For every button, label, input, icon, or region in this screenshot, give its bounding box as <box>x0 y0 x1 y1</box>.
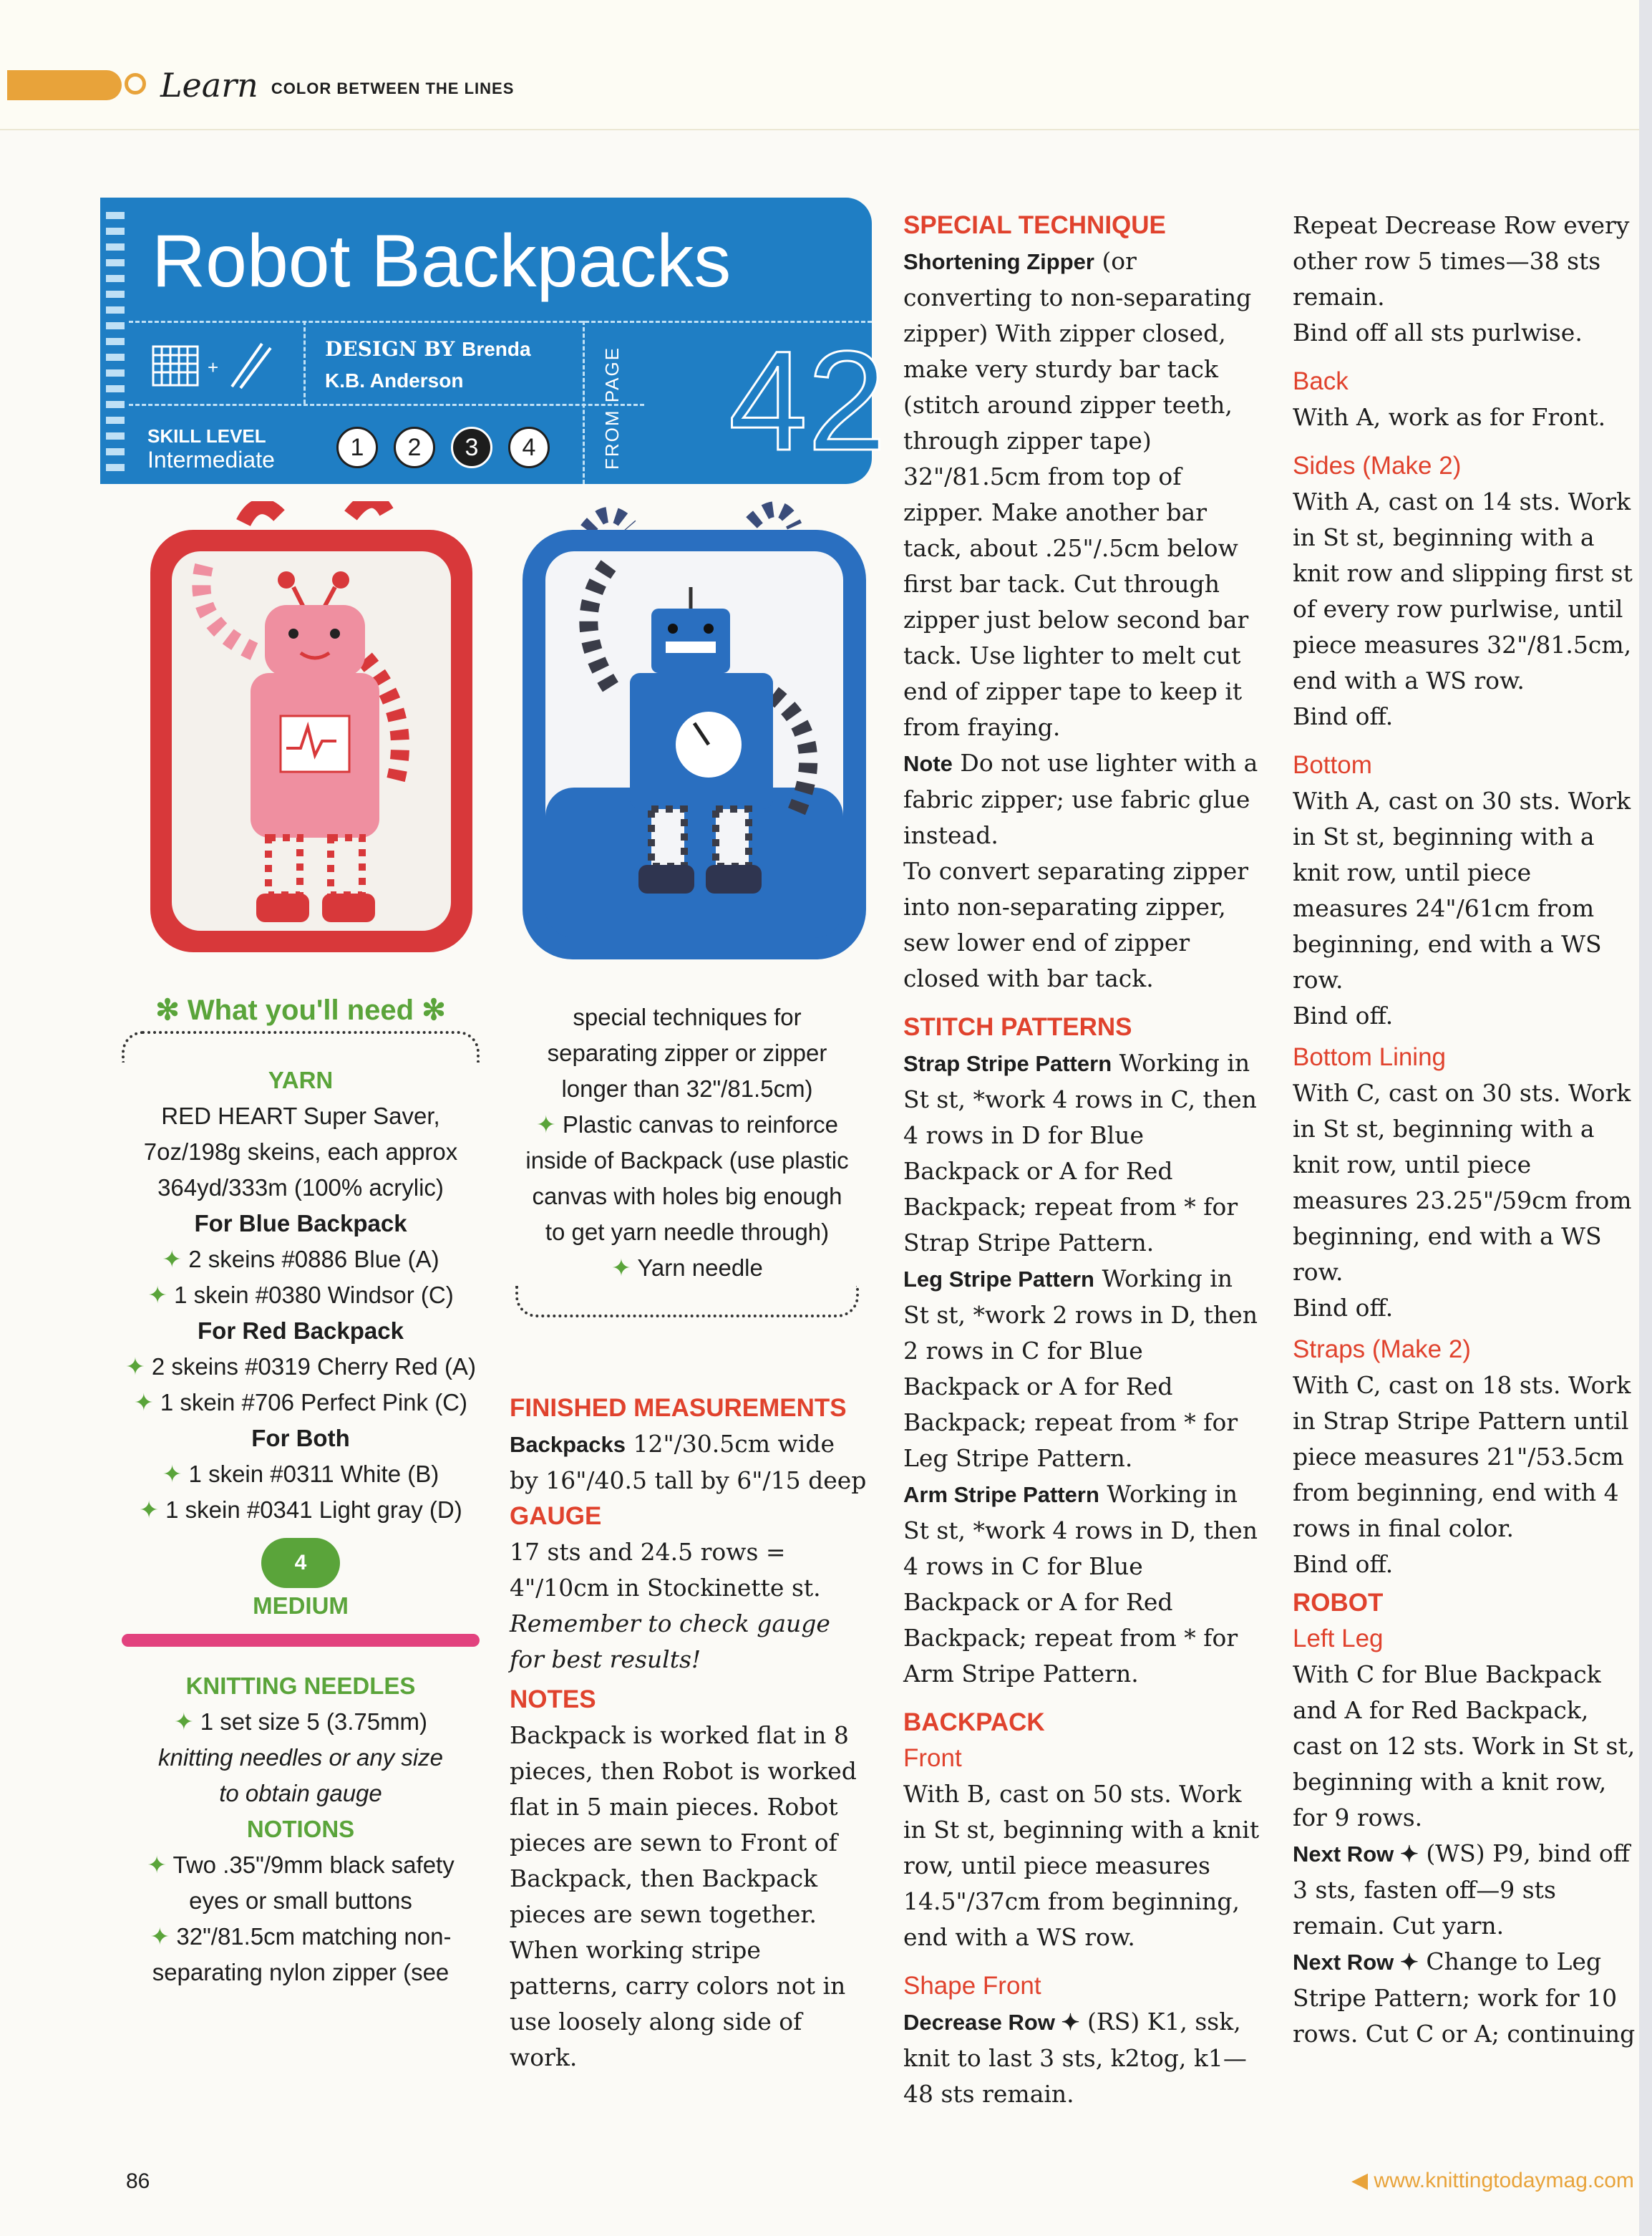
materials-continued <box>501 1000 873 1317</box>
materials-line: longer than 32"/81.5cm) <box>561 1075 813 1102</box>
next-row-body: Change to Leg Stripe Pattern; work for 10 rows. Cut C or A; continuing <box>1293 1947 1636 2048</box>
title-banner <box>100 198 887 484</box>
arrow-icon: ◀ <box>1351 2169 1374 2192</box>
section-title: COLOR BETWEEN THE LINES <box>271 79 515 97</box>
convert-zipper-text: To convert separating zipper into non-separating zipper, sew lower end of zipper closed with bar tack. <box>903 857 1248 992</box>
needles-line: to obtain gauge <box>219 1780 382 1806</box>
skill-level-2: 2 <box>394 427 435 468</box>
learn-label: Learn <box>160 66 258 105</box>
pattern-title: Robot Backpacks <box>152 220 732 303</box>
material-item: ✦ 1 skein #0311 White (B) <box>162 1461 439 1487</box>
both-heading: For Both <box>251 1425 350 1451</box>
next-row-body: (WS) P9, bind off 3 sts, fasten off—9 sts remain. Cut yarn. <box>1293 1839 1631 1940</box>
gauge-heading: GAUGE <box>510 1502 602 1530</box>
measurements-text: 12"/30.5cm wide by 16"/40.5 tall by 6"/15 deep <box>510 1430 867 1494</box>
leg-stripe-label: Leg Stripe Pattern <box>903 1267 1094 1292</box>
materials-list <box>107 992 494 1990</box>
bottom-bind-off: Bind off. <box>1293 1002 1394 1030</box>
banner-divider <box>129 404 644 406</box>
note-body: Do not use lighter with a fabric zipper; use fabric glue instead. <box>903 749 1258 849</box>
strap-stripe-text <box>903 1045 1261 1261</box>
material-item: ✦ 1 skein #0341 Light gray (D) <box>139 1496 462 1523</box>
material-text: 1 skein #0311 White (B) <box>188 1461 439 1487</box>
next-row-text <box>1293 1836 1643 1944</box>
website-url <box>1351 2168 1634 2193</box>
decrease-row-text <box>903 2004 1261 2112</box>
design-by-label: DESIGN BY <box>325 337 455 361</box>
back-subheading: Back <box>1293 367 1349 395</box>
material-item: ✦ 1 skein #0380 Windsor (C) <box>147 1282 454 1308</box>
material-text: Two .35"/9mm black safety <box>173 1852 455 1878</box>
material-text: Yarn needle <box>637 1254 763 1281</box>
material-text: 1 set size 5 (3.75mm) <box>200 1708 428 1735</box>
skill-level-label: SKILL LEVEL <box>147 425 266 447</box>
material-text: 1 skein #706 Perfect Pink (C) <box>160 1389 468 1415</box>
yarn-line: 364yd/333m (100% acrylic) <box>157 1174 444 1201</box>
materials-line: separating zipper or zipper <box>547 1040 827 1066</box>
svg-text:+: + <box>208 357 219 378</box>
arm-stripe-label: Arm Stripe Pattern <box>903 1482 1099 1507</box>
material-text: 1 skein #0380 Windsor (C) <box>174 1282 454 1308</box>
from-page-number: 42 <box>729 321 887 480</box>
dotted-bracket <box>515 1286 859 1317</box>
column-4 <box>1293 208 1643 2052</box>
materials-line: to get yarn needle through) <box>545 1219 830 1245</box>
material-item: ✦ 1 set size 5 (3.75mm) <box>173 1708 428 1735</box>
notions-line: eyes or small buttons <box>189 1887 412 1914</box>
bottom-lining-bind-off: Bind off. <box>1293 1294 1394 1322</box>
material-text: 2 skeins #0319 Cherry Red (A) <box>151 1353 476 1380</box>
special-technique-heading: SPECIAL TECHNIQUE <box>903 211 1166 239</box>
blue-backpack-heading: For Blue Backpack <box>194 1210 407 1236</box>
next-row-label: Next Row ✦ <box>1293 1950 1419 1975</box>
note-text <box>903 745 1261 853</box>
designer-first-name: Brenda <box>462 338 531 360</box>
leg-stripe-text <box>903 1261 1261 1476</box>
material-item: ✦ 2 skeins #0319 Cherry Red (A) <box>125 1353 476 1380</box>
backpacks-label: Backpacks <box>510 1432 626 1457</box>
materials-line: canvas with holes big enough <box>532 1183 842 1209</box>
note-label: Note <box>903 751 953 776</box>
skill-level-1: 1 <box>336 427 378 468</box>
pink-yarn-divider <box>122 1634 480 1647</box>
sides-bind-off: Bind off. <box>1293 702 1394 730</box>
designer-credit <box>325 334 531 397</box>
skill-level-3: 3 <box>451 427 492 468</box>
straps-subheading: Straps (Make 2) <box>1293 1335 1471 1363</box>
material-item: ✦ 2 skeins #0886 Blue (A) <box>162 1246 439 1272</box>
decrease-row-label: Decrease Row ✦ <box>903 2010 1080 2035</box>
yarn-line: 7oz/198g skeins, each approx <box>143 1138 458 1165</box>
strap-stripe-label: Strap Stripe Pattern <box>903 1051 1112 1076</box>
red-backpack-heading: For Red Backpack <box>198 1317 404 1344</box>
material-item: ✦ 1 skein #706 Perfect Pink (C) <box>133 1389 468 1415</box>
material-item: ✦ Two .35"/9mm black safety <box>147 1852 455 1878</box>
banner-divider <box>583 321 585 484</box>
material-text: Plastic canvas to reinforce <box>562 1111 838 1138</box>
yarn-weight-label: MEDIUM <box>253 1592 349 1619</box>
yarn-logo-icon <box>7 70 122 100</box>
arm-stripe-text <box>903 1476 1261 1692</box>
column-3 <box>903 208 1261 2112</box>
material-item: ✦ Yarn needle <box>611 1254 763 1281</box>
from-page-label: FROM PAGE <box>601 346 623 470</box>
designer-last-name: K.B. Anderson <box>325 369 464 392</box>
finished-measurements-text <box>510 1426 868 1499</box>
shape-front-subheading: Shape Front <box>903 1972 1041 2000</box>
bottom-subheading: Bottom <box>1293 751 1372 779</box>
banner-divider <box>303 321 306 404</box>
knit-needles-icon <box>147 341 283 394</box>
column-2 <box>510 1390 868 2076</box>
bottom-lining-text: With C, cast on 30 sts. Work in St st, beginning with a knit row, until piece measures 23.25"/59cm from beginning, end with a WS row. <box>1293 1079 1632 1286</box>
banner-dots-border <box>106 203 125 478</box>
what-you-need-text: What you'll need <box>187 994 414 1026</box>
next-row-label: Next Row ✦ <box>1293 1841 1419 1867</box>
straps-text: With C, cast on 18 sts. Work in Strap Stripe Pattern until piece measures 21"/53.5cm from beginning, end with 4 rows in final color. <box>1293 1371 1631 1542</box>
red-robot-backpack-photo <box>143 501 480 959</box>
top-strip <box>0 0 1652 130</box>
back-text: With A, work as for Front. <box>1293 403 1606 431</box>
material-item: ✦ Plastic canvas to reinforce <box>536 1111 838 1138</box>
finished-measurements-heading: FINISHED MEASUREMENTS <box>510 1394 847 1422</box>
skill-level-4: 4 <box>508 427 550 468</box>
straps-bind-off: Bind off. <box>1293 1550 1394 1578</box>
sides-subheading: Sides (Make 2) <box>1293 452 1462 480</box>
front-subheading: Front <box>903 1744 962 1772</box>
bottom-lining-subheading: Bottom Lining <box>1293 1043 1447 1071</box>
shortening-zipper-text <box>903 243 1261 745</box>
materials-line: inside of Backpack (use plastic <box>525 1147 849 1173</box>
section-header <box>7 66 514 105</box>
arm-stripe-body: Working in St st, *work 4 rows in D, then 4 rows in C for Blue Backpack or A for Red Backpack; repeat from * for Arm Stripe Pattern. <box>903 1480 1258 1688</box>
material-text: 32"/81.5cm matching non- <box>176 1923 452 1950</box>
front-text: With B, cast on 50 sts. Work in St st, beginning with a knit row, until piece measures 14.5"/37cm from beginning, end with a WS row. <box>903 1780 1260 1951</box>
dotted-bracket <box>122 1031 480 1063</box>
bind-off-text: Bind off all sts purlwise. <box>1293 319 1583 347</box>
repeat-text: Repeat Decrease Row every other row 5 times—38 sts remain. <box>1293 211 1630 311</box>
shortening-zipper-label: Shortening Zipper <box>903 249 1094 274</box>
notions-heading: NOTIONS <box>246 1816 355 1842</box>
shortening-zipper-body: (or converting to non-separating zipper) With zipper closed, make very sturdy bar tack (stitch around zipper teeth, through zipper tape) 32"/81.5cm from top of zipper. Make another bar tack, about .25"/.5cm below first bar tack. Cut through zipper just below second bar tack. Use lighter to melt cut end of zipper tape to keep it from fraying. <box>903 247 1252 741</box>
yarn-line: RED HEART Super Saver, <box>161 1103 440 1129</box>
strap-stripe-body: Working in St st, *work 4 rows in C, then 4 rows in D for Blue Backpack or A for Red Backpack; repeat from * for Strap Stripe Pattern. <box>903 1049 1257 1257</box>
left-leg-subheading: Left Leg <box>1293 1625 1384 1652</box>
bottom-text: With A, cast on 30 sts. Work in St st, beginning with a knit row, until piece measures 24"/61cm from beginning, end with a WS row. <box>1293 787 1631 994</box>
backpack-heading: BACKPACK <box>903 1708 1045 1736</box>
materials-line: special techniques for <box>573 1004 802 1030</box>
notes-text: Backpack is worked flat in 8 pieces, then Robot is worked flat in 5 main pieces. Robot pieces are sewn to Front of Backpack, then Backpack pieces are sewn together. When working stripe patterns, carry colors not in use loosely along side of work. <box>510 1721 857 2071</box>
notions-line: separating nylon zipper (see <box>152 1959 450 1985</box>
yarn-weight-number: 4 <box>294 1551 307 1574</box>
notes-heading: NOTES <box>510 1685 596 1713</box>
leg-stripe-body: Working in St st, *work 2 rows in D, then 2 rows in C for Blue Backpack or A for Red Backpack; repeat from * for Leg Stripe Pattern. <box>903 1264 1258 1472</box>
next-row-text <box>1293 1944 1643 2052</box>
material-item: ✦ 32"/81.5cm matching non- <box>150 1923 452 1950</box>
left-leg-text: With C for Blue Backpack and A for Red Backpack, cast on 12 sts. Work in St st, beginning with a knit row, for 9 rows. <box>1293 1660 1636 1831</box>
gauge-reminder: Remember to check gauge for best results! <box>510 1610 830 1673</box>
what-you-need-heading: ✻ What you'll need ✻ <box>155 994 446 1026</box>
yarn-heading: YARN <box>268 1067 334 1093</box>
stitch-patterns-heading: STITCH PATTERNS <box>903 1013 1132 1041</box>
needles-line: knitting needles or any size <box>157 1744 444 1771</box>
gauge-text: 17 sts and 24.5 rows = 4"/10cm in Stockinette st. <box>510 1538 821 1602</box>
needles-heading: KNITTING NEEDLES <box>185 1673 416 1699</box>
skill-level-value: Intermediate <box>147 447 275 473</box>
page-number: 86 <box>126 2169 150 2193</box>
sides-text: With A, cast on 14 sts. Work in St st, beginning with a knit row and slipping first st of every row purlwise, until piece measures 32"/81.5cm, end with a WS row. <box>1293 488 1633 694</box>
material-text: 1 skein #0341 Light gray (D) <box>165 1496 462 1523</box>
decrease-row-body: (RS) K1, ssk, knit to last 3 sts, k2tog, k1—48 sts remain. <box>903 2008 1247 2108</box>
blue-robot-backpack-photo <box>515 501 873 967</box>
material-text: 2 skeins #0886 Blue (A) <box>188 1246 439 1272</box>
robot-heading: ROBOT <box>1293 1589 1384 1617</box>
website-url-text: www.knittingtodaymag.com <box>1374 2169 1634 2192</box>
yarn-weight-icon <box>261 1538 340 1588</box>
